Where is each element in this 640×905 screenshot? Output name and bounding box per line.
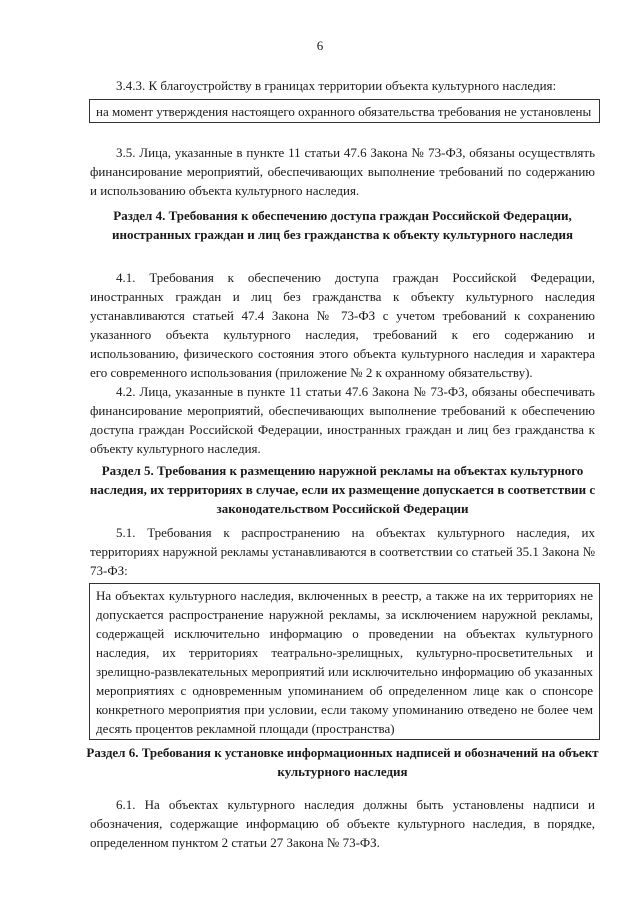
section-6-title: Раздел 6. Требования к установке информационных надписей и обозначений на объект культурного наследия (86, 745, 599, 779)
section-5-title: Раздел 5. Требования к размещению наружной рекламы на объектах культурного наследия, их территориях в случае, если их размещение допускается в соответствии с законодательством Российской Федерации (89, 463, 596, 516)
clause-4-2: 4.2. Лица, указанные в пункте 11 статьи 47.6 Закона № 73-ФЗ, обязаны обеспечивать финансирование мероприятий, обеспечивающих выполнение требований к обеспечению доступа граждан Российской Федерации, иностранных граждан и лиц без гражданства к объекту культурного наследия. (90, 384, 595, 456)
page-number: 6 (316, 38, 324, 53)
clause-3-4-3: 3.4.3. К благоустройству в границах территории объекта культурного наследия: (116, 78, 557, 93)
clause-4-1: 4.1. Требования к обеспечению доступа граждан Российской Федерации, иностранных граждан и лиц без гражданства к объекту культурного наследия устанавливаются статьей 47.4 Закона № 73-ФЗ с учетом требований к сохранению указанного объекта культурного наследия, требований к его содержанию и использованию, физического состояния этого объекта культурного наследия и характера его современного использования (приложение № 2 к охранному обязательству). (90, 270, 595, 380)
clause-5-1: 5.1. Требования к распространению на объектах культурного наследия, их территориях наружной рекламы устанавливаются в соответствии со статьей 35.1 Закона № 73-ФЗ: (90, 525, 595, 578)
clause-5-1-box: На объектах культурного наследия, включенных в реестр, а также на их территориях не допускается распространение наружной рекламы, за исключением наружной рекламы, содержащей исключительно информацию о проведении на объектах культурного наследия, их территориях театрально-зрелищных, культурно-просветительных и зрелищно-развлекательных мероприятий или исключительно информацию об указанных мероприятиях с одновременным упоминанием об определенном лице как о спонсоре конкретного мероприятия при условии, если такому упоминанию отведено не более чем десять процентов рекламной площади (пространства) (89, 583, 600, 740)
clause-6-1: 6.1. На объектах культурного наследия должны быть установлены надписи и обозначения, содержащие информацию об объекте культурного наследия, в порядке, определенном пунктом 2 статьи 27 Закона № 73-ФЗ. (90, 797, 595, 850)
clause-3-4-3-box: на момент утверждения настоящего охранного обязательства требования не установлены (89, 99, 600, 123)
section-4-title: Раздел 4. Требования к обеспечению доступа граждан Российской Федерации, иностранных граждан и лиц без гражданства к объекту культурного наследия (111, 208, 574, 242)
clause-3-5: 3.5. Лица, указанные в пункте 11 статьи 47.6 Закона № 73-ФЗ, обязаны осуществлять финансирование мероприятий, обеспечивающих выполнение требований по содержанию и использованию объекта культурного наследия. (90, 145, 595, 198)
